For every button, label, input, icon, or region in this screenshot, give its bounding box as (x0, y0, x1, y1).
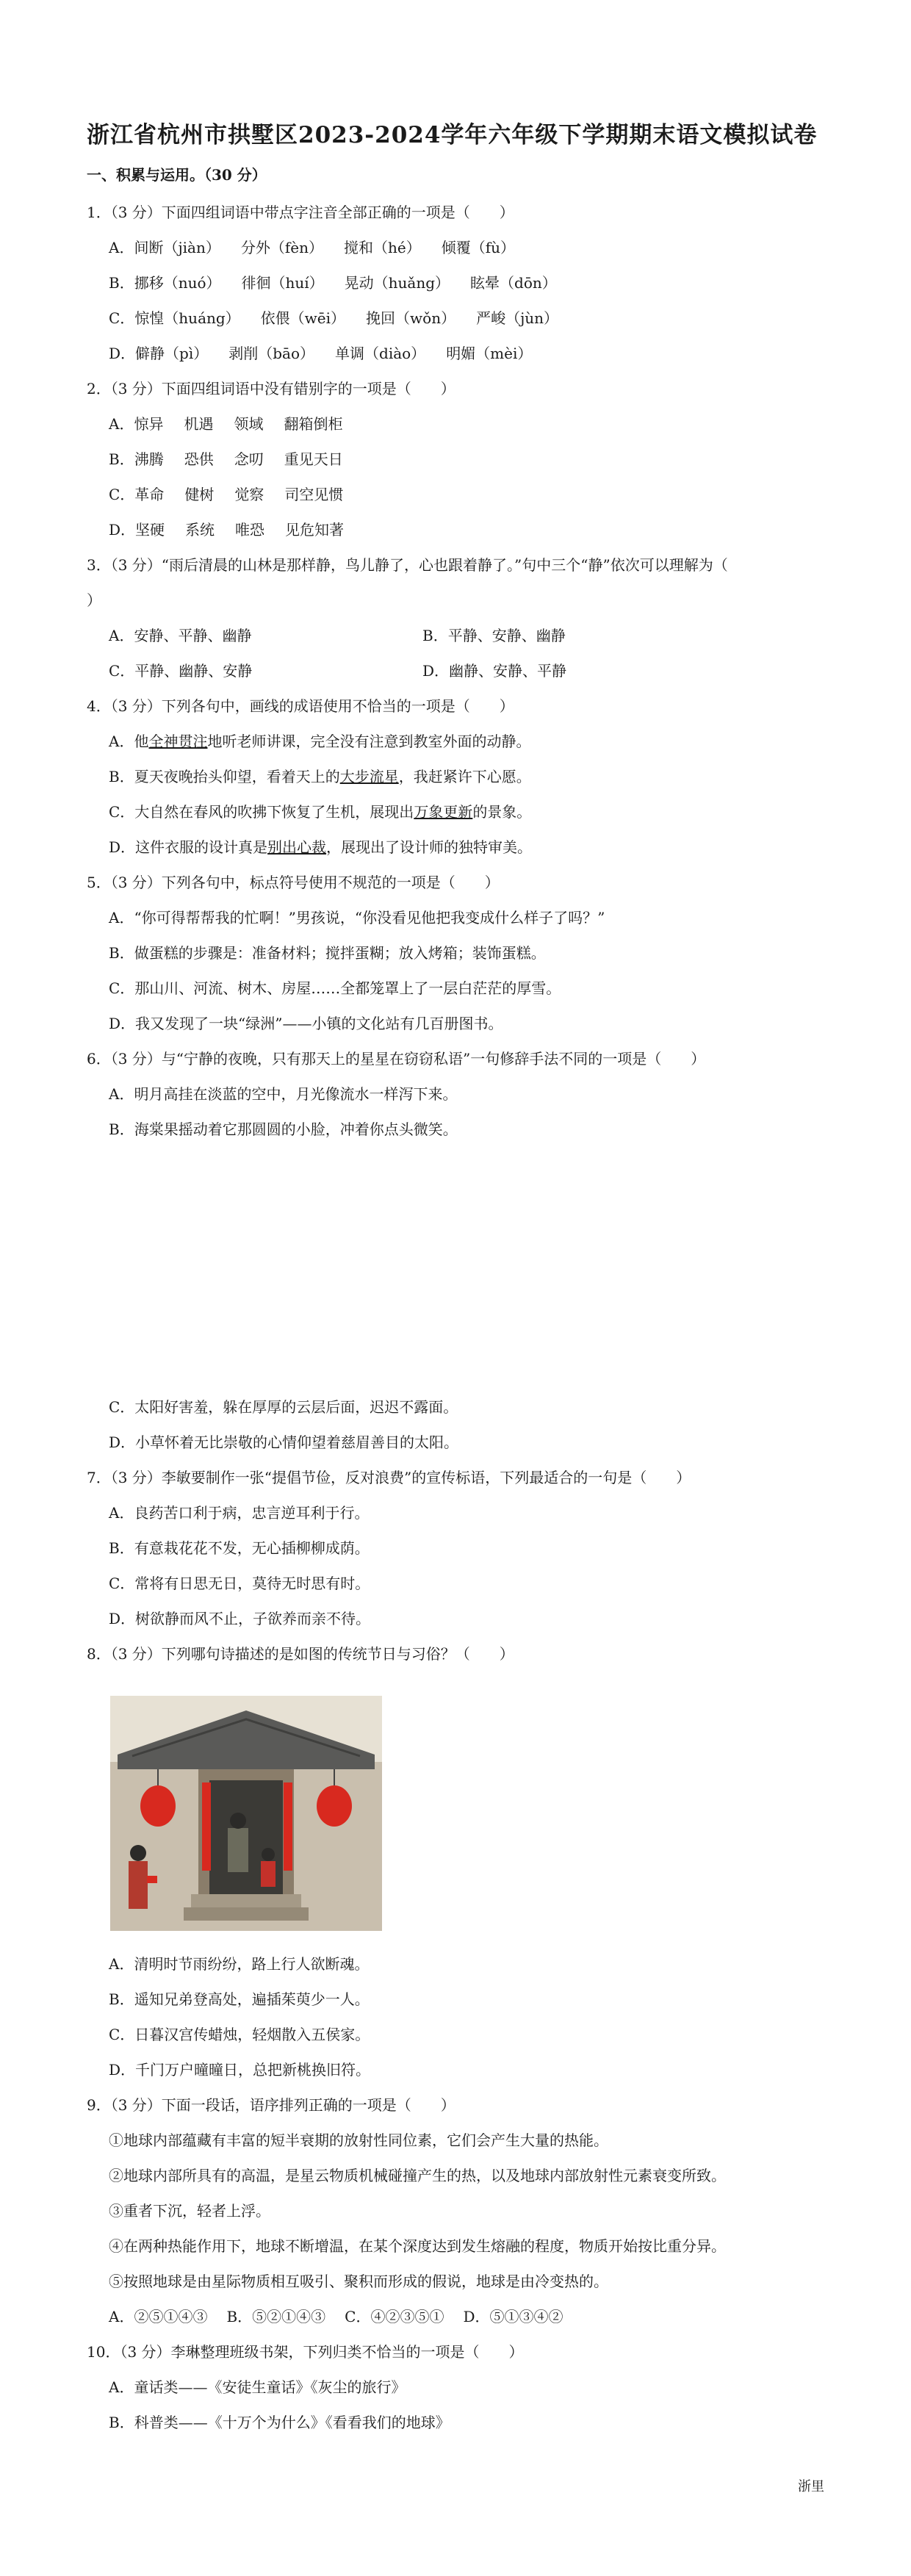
option-text: 唯恐 (235, 521, 265, 539)
question-4-option-a[interactable] (109, 730, 530, 751)
red-lantern-left (140, 1785, 176, 1827)
red-lantern-right (317, 1785, 352, 1827)
option-text: B．沸腾 (109, 450, 164, 468)
option-text: 徘徊（huí） (241, 274, 324, 292)
underlined-idiom: 别出心裁 (267, 838, 327, 856)
question-2-option-a[interactable] (109, 412, 363, 433)
underlined-idiom: 全神贯注 (148, 733, 208, 750)
option-text: 翻箱倒柜 (284, 415, 343, 433)
question-8-option-d[interactable]: D．千门万户曈曈日，总把新桃换旧符。 (109, 2061, 371, 2079)
option-text: B．夏天夜晚抬头仰望，看着天上的 (109, 768, 340, 785)
question-2-option-d[interactable] (109, 518, 364, 539)
option-text: C．惊惶（huáng） (109, 309, 240, 327)
option-text: D．坚硬 (109, 521, 165, 539)
option-text: 眩晕（dōn） (470, 274, 557, 292)
question-3-option-d[interactable]: D．幽静、安静、平静 (422, 662, 567, 680)
question-5-option-a[interactable]: A．“你可得帮帮我的忙啊！”男孩说，“你没看见他把我变成什么样子了吗？” (109, 909, 605, 927)
question-5-option-d[interactable]: D．我又发现了一块“绿洲”——小镇的文化站有几百册图书。 (109, 1015, 503, 1032)
option-text: 见危知著 (285, 521, 345, 539)
option-text: 觉察 (234, 486, 264, 503)
option-text: ，我赶紧许下心愿。 (398, 768, 531, 785)
child-figure (261, 1861, 276, 1887)
person-pasting-couplet (228, 1828, 248, 1872)
question-1-option-c[interactable] (109, 306, 579, 328)
question-9-option-d[interactable]: D．⑤①③④② (463, 2308, 563, 2325)
question-7-option-a[interactable]: A．良药苦口利于病，忠言逆耳利于行。 (109, 1504, 370, 1522)
question-6-option-d[interactable]: D．小草怀着无比崇敬的心情仰望着慈眉善目的太阳。 (109, 1433, 459, 1451)
option-text: B．挪移（nuó） (109, 274, 221, 292)
option-text: 重见天日 (284, 450, 343, 468)
option-text: 恐供 (184, 450, 214, 468)
stone-step (191, 1894, 301, 1907)
question-10-option-a[interactable]: A．童话类——《安徒生童话》《灰尘的旅行》 (109, 2378, 406, 2396)
question-6-option-c[interactable]: C．太阳好害羞，躲在厚厚的云层后面，迟迟不露面。 (109, 1398, 458, 1416)
question-3-option-c[interactable]: C．平静、幽静、安静 (109, 662, 253, 680)
option-text: 领域 (234, 415, 264, 433)
option-text: A．惊异 (109, 415, 164, 433)
woman-head (130, 1845, 146, 1861)
option-text: 分外（fèn） (240, 239, 323, 256)
question-4-option-d[interactable] (109, 835, 532, 857)
option-text: 严峻（jùn） (476, 309, 559, 327)
option-text: A．间断（jiàn） (109, 239, 220, 256)
question-1-option-a[interactable] (109, 236, 536, 257)
option-text: 司空见惯 (284, 486, 344, 503)
underlined-idiom: 大步流星 (339, 768, 399, 785)
sentence-1: ①地球内部蕴藏有丰富的短半衰期的放射性同位素，它们会产生大量的热能。 (109, 2131, 608, 2149)
option-text: 明媚（mèi） (446, 345, 533, 362)
spring-festival-illustration (110, 1696, 382, 1931)
question-3-stem-continued: ） (87, 591, 101, 609)
option-text: 倾覆（fù） (441, 239, 515, 256)
question-10-stem: 10．（3 分）李琳整理班级书架，下列归类不恰当的一项是（ ） (87, 2343, 524, 2361)
sentence-2: ②地球内部所具有的高温，是星云物质机械碰撞产生的热，以及地球内部放射性元素衰变所致。 (109, 2167, 726, 2184)
question-9-stem: 9．（3 分）下面一段话，语序排列正确的一项是（ ） (87, 2096, 455, 2114)
option-text: 剥削（bāo） (228, 345, 315, 362)
option-text: D．僻静（pì） (109, 345, 209, 362)
option-text: 晃动（huǎng） (344, 274, 450, 292)
child-head (262, 1848, 275, 1861)
sentence-3: ③重者下沉，轻者上浮。 (109, 2202, 270, 2220)
person-leg (240, 1872, 247, 1894)
question-10-option-b[interactable]: B．科普类——《十万个为什么》《看看我们的地球》 (109, 2414, 450, 2431)
option-text: 单调（diào） (335, 345, 426, 362)
question-8-option-c[interactable]: C．日暮汉宫传蜡烛，轻烟散入五侯家。 (109, 2026, 370, 2043)
question-7-option-d[interactable]: D．树欲静而风不止，子欲养而亲不待。 (109, 1610, 371, 1627)
sentence-5: ⑤按照地球是由星际物质相互吸引、聚积而形成的假说，地球是由冷变热的。 (109, 2273, 608, 2290)
question-9-option-b[interactable]: B．⑤②①④③ (226, 2308, 326, 2325)
question-6-option-a[interactable]: A．明月高挂在淡蓝的空中，月光像流水一样泻下来。 (109, 1085, 458, 1103)
question-3-option-a[interactable]: A．安静、平静、幽静 (109, 627, 252, 644)
question-5-option-b[interactable]: B．做蛋糕的步骤是：准备材料；搅拌蛋糊；放入烤箱；装饰蛋糕。 (109, 944, 546, 962)
question-4-option-c[interactable] (109, 800, 531, 821)
sentence-4: ④在两种热能作用下，地球不断增温，在某个深度达到发生熔融的程度，物质开始按比重分异。 (109, 2237, 726, 2255)
option-text: 地听老师讲课，完全没有注意到教室外面的动静。 (207, 733, 531, 750)
question-8-stem: 8．（3 分）下列哪句诗描述的是如图的传统节日与习俗？（ ） (87, 1645, 514, 1663)
option-text: ，展现出了设计师的独特审美。 (326, 838, 533, 856)
option-text: 挽回（wǒn） (366, 309, 456, 327)
question-8-option-a[interactable]: A．清明时节雨纷纷，路上行人欲断魂。 (109, 1955, 370, 1973)
option-text: 机遇 (184, 415, 214, 433)
question-4-option-b[interactable] (109, 765, 531, 786)
option-text: 搅和（hé） (343, 239, 421, 256)
question-1-stem: 1．（3 分）下面四组词语中带点字注音全部正确的一项是（ ） (87, 204, 514, 221)
question-8-option-b[interactable]: B．遥知兄弟登高处，遍插茱萸少一人。 (109, 1990, 370, 2008)
question-1-option-d[interactable] (109, 342, 552, 363)
question-3-stem: 3．（3 分）“雨后清晨的山林是那样静，鸟儿静了，心也跟着静了。”句中三个“静”依次可以理解为（ (87, 556, 728, 574)
question-4-stem: 4．（3 分）下列各句中，画线的成语使用不恰当的一项是（ ） (87, 697, 514, 715)
question-9-option-c[interactable]: C．④②③⑤① (345, 2308, 444, 2325)
stone-step (184, 1907, 309, 1921)
option-text: C．革命 (109, 486, 165, 503)
option-text: D．这件衣服的设计真是 (109, 838, 268, 856)
question-9-options (109, 2305, 583, 2326)
couplet-right (284, 1782, 292, 1871)
question-7-option-c[interactable]: C．常将有日思无日，莫待无时思有时。 (109, 1575, 370, 1592)
person-leg (229, 1872, 237, 1894)
underlined-idiom: 万象更新 (414, 803, 473, 821)
option-text: C．大自然在春风的吹拂下恢复了生机，展现出 (109, 803, 414, 821)
option-text: A．他 (109, 733, 149, 750)
person-head (230, 1813, 246, 1829)
question-3-option-b[interactable]: B．平静、安静、幽静 (422, 627, 566, 644)
question-7-option-b[interactable]: B．有意栽花花不发，无心插柳柳成荫。 (109, 1539, 370, 1557)
question-9-option-a[interactable]: A．②⑤①④③ (109, 2308, 208, 2325)
option-text: 的景象。 (472, 803, 532, 821)
couplet-left (202, 1782, 211, 1871)
red-paper (147, 1876, 157, 1883)
question-6-stem: 6．（3 分）与“宁静的夜晚，只有那天上的星星在窃窃私语”一句修辞手法不同的一项是（ ） (87, 1050, 706, 1068)
question-2-stem: 2．（3 分）下面四组词语中没有错别字的一项是（ ） (87, 380, 455, 397)
section-heading: 一、积累与运用。（30 分） (87, 166, 267, 184)
question-2-option-b[interactable] (109, 447, 364, 469)
question-5-option-c[interactable]: C．那山川、河流、树木、房屋……全都笼罩上了一层白茫茫的厚雪。 (109, 979, 561, 997)
option-text: 念叨 (234, 450, 264, 468)
woman-figure (129, 1861, 148, 1909)
question-1-option-b[interactable] (109, 271, 577, 292)
question-7-stem: 7．（3 分）李敏要制作一张“提倡节俭，反对浪费”的宣传标语，下列最适合的一句是（ ） (87, 1469, 691, 1486)
question-2-option-c[interactable] (109, 483, 364, 504)
page-title: 浙江省杭州市拱墅区2023-2024学年六年级下学期期末语文模拟试卷 (87, 122, 818, 148)
option-text: 健树 (184, 486, 215, 503)
footer-watermark: 浙里 (798, 2479, 824, 2494)
question-5-stem: 5．（3 分）下列各句中，标点符号使用不规范的一项是（ ） (87, 874, 500, 891)
question-6-option-b[interactable]: B．海棠果摇动着它那圆圆的小脸，冲着你点头微笑。 (109, 1120, 458, 1138)
option-text: 系统 (185, 521, 215, 539)
option-text: 依偎（wēi） (260, 309, 346, 327)
